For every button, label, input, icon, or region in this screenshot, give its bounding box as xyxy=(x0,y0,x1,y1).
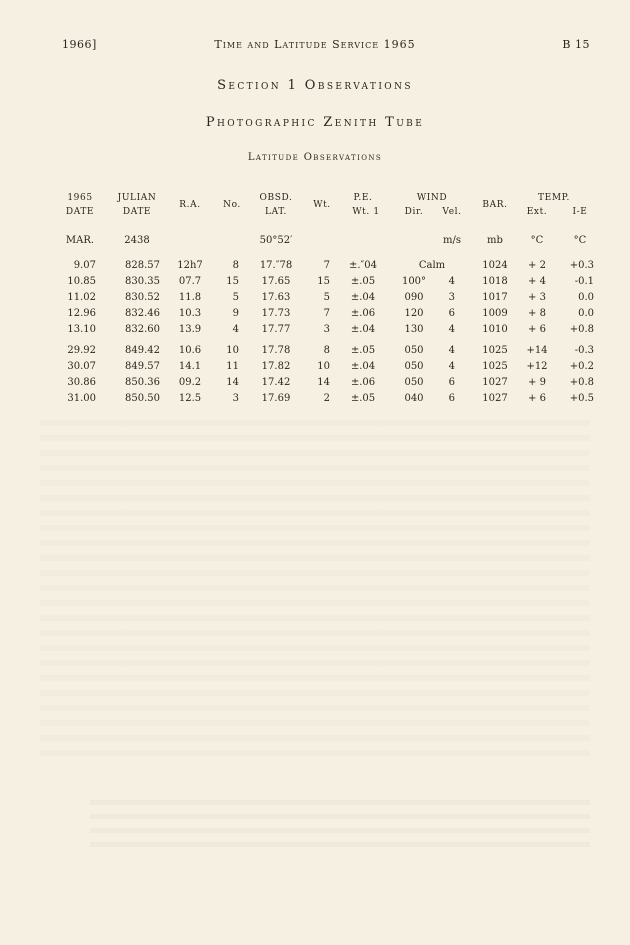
group1-ie-cell: 0.0 xyxy=(578,308,594,319)
group2-wt-cell: 14 xyxy=(317,377,330,388)
col-no: No. xyxy=(223,200,241,210)
group2-vel-cell: 6 xyxy=(448,377,455,388)
col-pe-2: Wt. 1 xyxy=(352,207,380,217)
col-bar: BAR. xyxy=(482,200,508,210)
group2-lat-cell: 17.78 xyxy=(261,345,291,356)
col-temp-ie: I-E xyxy=(572,207,588,217)
group1-ie-cell: -0.1 xyxy=(574,276,594,287)
group1-date-cell: 11.02 xyxy=(67,292,96,303)
group1-wt-cell: 15 xyxy=(317,276,330,287)
col-jd-2: DATE xyxy=(122,207,152,217)
unit-month: MAR. xyxy=(65,235,95,246)
group2-ext-cell: +14 xyxy=(526,345,548,356)
group1-bar-cell: 1010 xyxy=(482,324,508,335)
group2-ra-cell: 09.2 xyxy=(178,377,202,388)
group2-jd-cell: 849.42 xyxy=(125,345,160,356)
bleed-through-footer xyxy=(90,800,590,850)
group2-wt-cell: 2 xyxy=(323,393,330,404)
group1-bar-cell: 1024 xyxy=(482,260,508,271)
group2-dir-cell: 050 xyxy=(404,345,424,356)
group2-lat-cell: 17.42 xyxy=(261,377,291,388)
group1-vel-cell: 3 xyxy=(448,292,455,303)
group1-dir-cell: 130 xyxy=(404,324,424,335)
group1-bar-cell: 1018 xyxy=(482,276,508,287)
col-temp-ext: Ext. xyxy=(526,207,548,217)
group1-lat-cell: 17.″78 xyxy=(259,260,293,271)
group1-ext-cell: + 8 xyxy=(528,308,546,319)
page-number: B 15 xyxy=(562,38,590,51)
group1-dir-cell: 090 xyxy=(404,292,424,303)
group2-date-cell: 30.07 xyxy=(67,361,96,372)
group1-ext-cell: + 2 xyxy=(528,260,546,271)
group1-ra-cell: 11.8 xyxy=(178,292,202,303)
group1-pe-cell: ±.04 xyxy=(350,324,376,335)
group2-pe-cell: ±.05 xyxy=(350,345,376,356)
group2-lat-cell: 17.82 xyxy=(261,361,291,372)
group1-no-cell: 5 xyxy=(232,292,239,303)
group1-jd-cell: 830.52 xyxy=(125,292,160,303)
unit-temp-ext: °C xyxy=(530,235,544,246)
group2-dir-cell: 050 xyxy=(404,361,424,372)
group2-date-cell: 31.00 xyxy=(67,393,96,404)
group2-ext-cell: + 6 xyxy=(528,393,546,404)
group1-date-cell: 12.96 xyxy=(67,308,96,319)
group1-no-cell: 9 xyxy=(232,308,239,319)
group2-ext-cell: +12 xyxy=(526,361,548,372)
group1-ie-cell: +0.8 xyxy=(569,324,594,335)
group2-pe-cell: ±.05 xyxy=(350,393,376,404)
group1-wt-cell: 5 xyxy=(323,292,330,303)
group1-date-cell: 10.85 xyxy=(67,276,96,287)
group2-date-cell: 29.92 xyxy=(67,345,96,356)
group2-no-cell: 14 xyxy=(226,377,239,388)
group2-no-cell: 10 xyxy=(226,345,239,356)
group2-ext-cell: + 9 xyxy=(528,377,546,388)
group2-pe-cell: ±.04 xyxy=(350,361,376,372)
group2-vel-cell: 4 xyxy=(448,345,455,356)
col-lat-2: LAT. xyxy=(265,207,287,217)
group1-dir-cell: Calm xyxy=(418,260,446,271)
group1-jd-cell: 832.60 xyxy=(125,324,160,335)
group1-no-cell: 15 xyxy=(226,276,239,287)
group2-jd-cell: 850.36 xyxy=(125,377,160,388)
group2-bar-cell: 1027 xyxy=(482,377,508,388)
unit-jd-base: 2438 xyxy=(124,235,150,246)
col-ra: R.A. xyxy=(179,200,201,210)
col-lat-1: OBSD. xyxy=(259,193,293,203)
col-date-1: 1965 xyxy=(67,193,93,203)
header-year: 1966] xyxy=(62,38,97,51)
group2-vel-cell: 6 xyxy=(448,393,455,404)
group1-no-cell: 8 xyxy=(232,260,239,271)
group1-pe-cell: ±.06 xyxy=(350,308,376,319)
group1-lat-cell: 17.65 xyxy=(261,276,291,287)
group2-no-cell: 3 xyxy=(232,393,239,404)
group2-ie-cell: +0.2 xyxy=(569,361,594,372)
group1-ie-cell: +0.3 xyxy=(569,260,594,271)
group2-lat-cell: 17.69 xyxy=(261,393,291,404)
bleed-through xyxy=(40,420,590,760)
group2-ra-cell: 10.6 xyxy=(178,345,202,356)
group1-date-cell: 9.07 xyxy=(73,260,96,271)
group1-wt-cell: 7 xyxy=(323,308,330,319)
group1-jd-cell: 828.57 xyxy=(125,260,160,271)
group2-dir-cell: 040 xyxy=(404,393,424,404)
group2-jd-cell: 850.50 xyxy=(125,393,160,404)
group2-ra-cell: 12.5 xyxy=(178,393,202,404)
col-jd-1: JULIAN xyxy=(117,193,157,203)
group2-vel-cell: 4 xyxy=(448,361,455,372)
group1-vel-cell: 4 xyxy=(448,324,455,335)
group1-jd-cell: 830.35 xyxy=(125,276,160,287)
group2-date-cell: 30.86 xyxy=(67,377,96,388)
group1-wt-cell: 7 xyxy=(323,260,330,271)
col-wind: WIND xyxy=(416,193,448,203)
unit-lat-base: 50°52′ xyxy=(259,235,293,246)
group2-bar-cell: 1025 xyxy=(482,345,508,356)
group1-ra-cell: 10.3 xyxy=(178,308,202,319)
group1-jd-cell: 832.46 xyxy=(125,308,160,319)
group1-vel-cell: 4 xyxy=(448,276,455,287)
group2-pe-cell: ±.06 xyxy=(350,377,376,388)
group2-dir-cell: 050 xyxy=(404,377,424,388)
group1-dir-cell: 120 xyxy=(404,308,424,319)
col-pe-1: P.E. xyxy=(353,193,373,203)
subsection-title: Photographic Zenith Tube xyxy=(205,115,425,130)
group1-dir-cell: 100° xyxy=(401,276,427,287)
group1-ext-cell: + 4 xyxy=(528,276,546,287)
group1-pe-cell: ±.″04 xyxy=(348,260,378,271)
group1-pe-cell: ±.05 xyxy=(350,276,376,287)
col-wind-dir: Dir. xyxy=(404,207,424,217)
group1-lat-cell: 17.73 xyxy=(261,308,291,319)
group1-lat-cell: 17.63 xyxy=(261,292,291,303)
unit-temp-ie: °C xyxy=(573,235,587,246)
col-temp: TEMP. xyxy=(538,193,570,203)
group2-ie-cell: +0.5 xyxy=(569,393,594,404)
group1-ext-cell: + 3 xyxy=(528,292,546,303)
group2-wt-cell: 8 xyxy=(323,345,330,356)
group1-no-cell: 4 xyxy=(232,324,239,335)
group1-ra-cell: 13.9 xyxy=(178,324,202,335)
group1-ra-cell: 07.7 xyxy=(178,276,202,287)
group2-ra-cell: 14.1 xyxy=(178,361,202,372)
group1-ext-cell: + 6 xyxy=(528,324,546,335)
group1-bar-cell: 1009 xyxy=(482,308,508,319)
unit-wind: m/s xyxy=(443,235,461,246)
group2-ie-cell: +0.8 xyxy=(569,377,594,388)
group2-bar-cell: 1025 xyxy=(482,361,508,372)
group1-vel-cell: 6 xyxy=(448,308,455,319)
group1-ra-cell: 12h7 xyxy=(177,260,203,271)
group2-ie-cell: -0.3 xyxy=(574,345,594,356)
group1-ie-cell: 0.0 xyxy=(578,292,594,303)
col-wind-vel: Vel. xyxy=(442,207,462,217)
group1-pe-cell: ±.04 xyxy=(350,292,376,303)
col-wt: Wt. xyxy=(313,200,331,210)
running-title: Time and Latitude Service 1965 xyxy=(214,38,416,51)
section-title: Section 1 Observations xyxy=(217,78,413,93)
group2-wt-cell: 10 xyxy=(317,361,330,372)
table-title: Latitude Observations xyxy=(247,152,383,163)
group2-jd-cell: 849.57 xyxy=(125,361,160,372)
unit-bar: mb xyxy=(487,235,503,246)
col-date-2: DATE xyxy=(65,207,95,217)
group2-bar-cell: 1027 xyxy=(482,393,508,404)
group1-bar-cell: 1017 xyxy=(482,292,508,303)
group2-no-cell: 11 xyxy=(226,361,239,372)
group1-date-cell: 13.10 xyxy=(67,324,96,335)
group1-wt-cell: 3 xyxy=(323,324,330,335)
group1-lat-cell: 17.77 xyxy=(261,324,291,335)
